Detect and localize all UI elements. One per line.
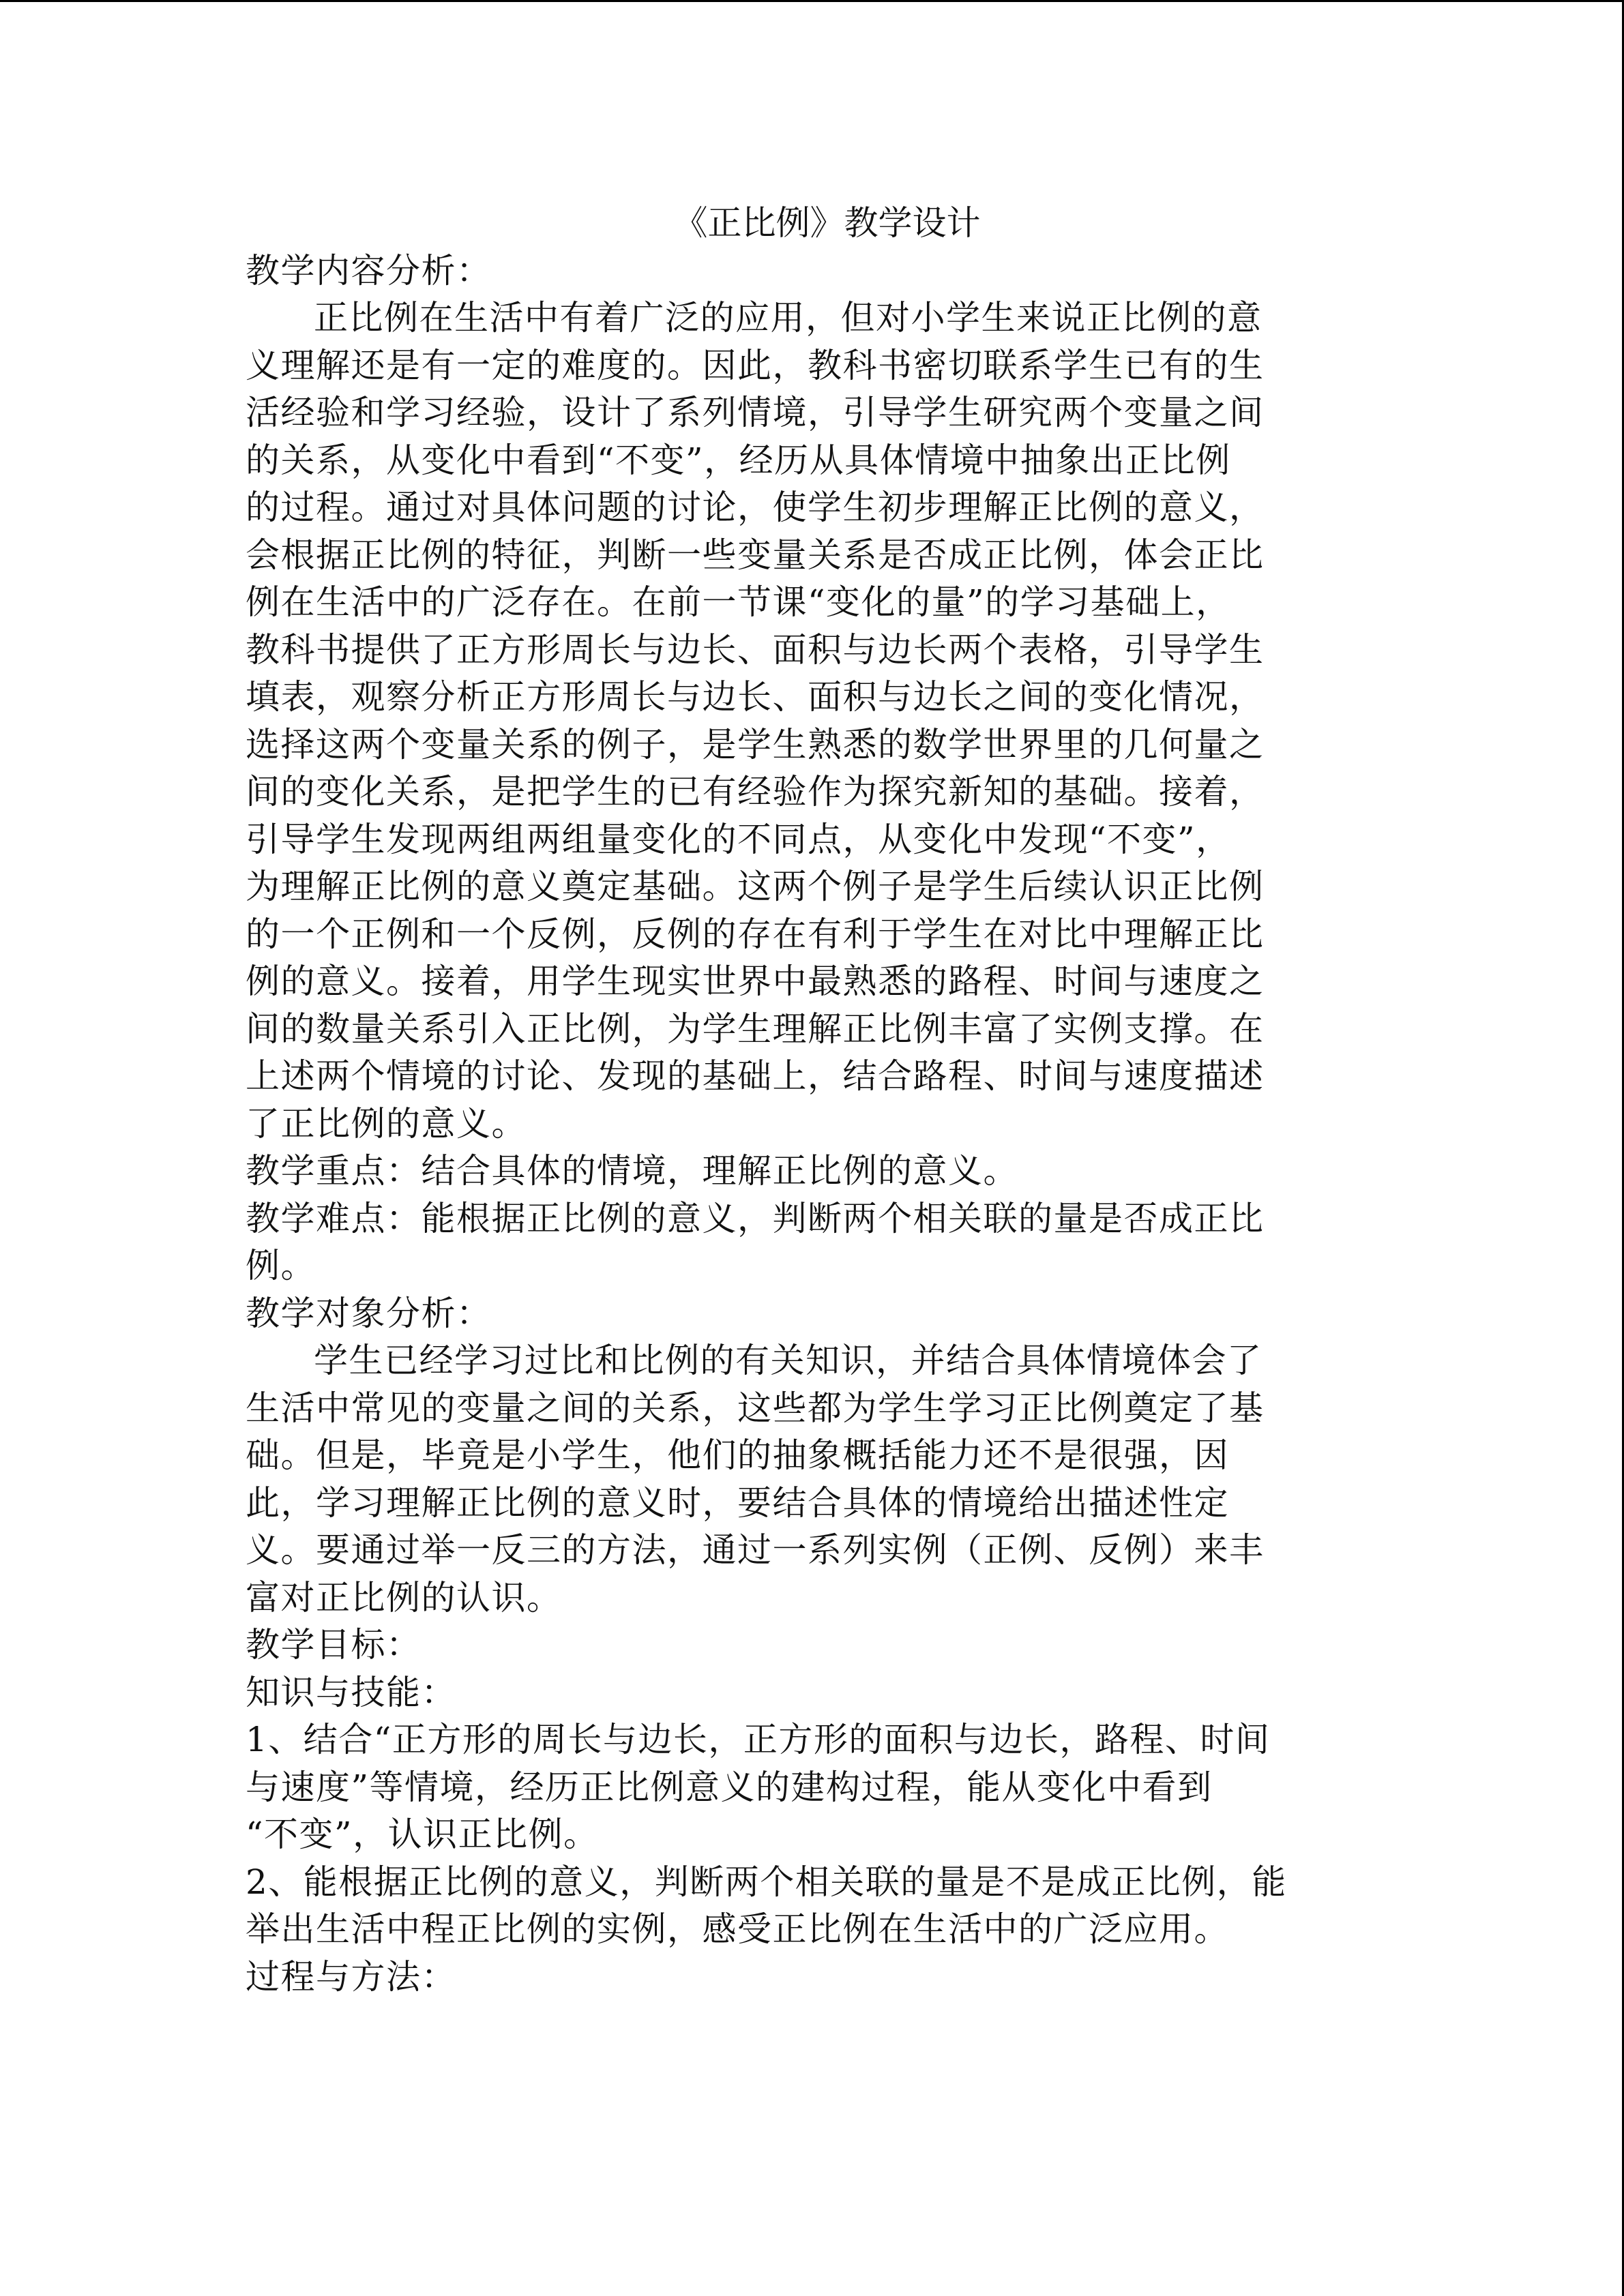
text-line: 的一个正例和一个反例，反例的存在有利于学生在对比中理解正比 [246, 914, 1265, 954]
text-line: 教学重点：结合具体的情境，理解正比例的意义。 [246, 1151, 1018, 1191]
text-line: 例在生活中的广泛存在。在前一节课“变化的量”的学习基础上， [246, 582, 1231, 622]
text-line: 础。但是，毕竟是小学生，他们的抽象概括能力还不是很强，因 [246, 1435, 1229, 1475]
text-line: 活经验和学习经验，设计了系列情境，引导学生研究两个变量之间 [246, 393, 1265, 432]
text-line: 正比例在生活中有着广泛的应用，但对小学生来说正比例的意 [314, 298, 1263, 338]
text-line: 选择这两个变量关系的例子，是学生熟悉的数学世界里的几何量之 [246, 724, 1265, 764]
text-line: 义理解还是有一定的难度的。因此，教科书密切联系学生已有的生 [246, 345, 1265, 385]
text-line: 学生已经学习过比和比例的有关知识，并结合具体情境体会了 [314, 1341, 1263, 1380]
text-line: 教学难点：能根据正比例的意义，判断两个相关联的量是否成正比 [246, 1198, 1265, 1238]
text-line: 1、结合“正方形的周长与边长，正方形的面积与边长，路程、时间 [246, 1720, 1271, 1759]
text-line: 教科书提供了正方形周长与边长、面积与边长两个表格，引导学生 [246, 629, 1265, 670]
text-line: 富对正比例的认识。 [246, 1577, 562, 1617]
text-line: 教学内容分析： [246, 250, 492, 290]
text-line: 与速度”等情境，经历正比例意义的建构过程，能从变化中看到 [246, 1767, 1213, 1807]
text-line: 生活中常见的变量之间的关系，这些都为学生学习正比例奠定了基 [246, 1388, 1265, 1428]
text-line: 上述两个情境的讨论、发现的基础上，结合路程、时间与速度描述 [246, 1056, 1265, 1096]
text-line: 举出生活中程正比例的实例，感受正比例在生活中的广泛应用。 [246, 1909, 1229, 1949]
text-line: 义。要通过举一反三的方法，通过一系列实例（正例、反例）来丰 [246, 1530, 1265, 1570]
document-body [246, 200, 1381, 2001]
text-line: 例。 [246, 1246, 316, 1285]
text-line: 的关系，从变化中看到“不变”，经历从具体情境中抽象出正比例 [246, 440, 1231, 480]
text-line: “不变”，认识正比例。 [246, 1815, 599, 1854]
text-line: 引导学生发现两组两组量变化的不同点，从变化中发现“不变”， [246, 819, 1231, 859]
document-title: 《正比例》教学设计 [673, 203, 981, 243]
text-line: 了正比例的意义。 [246, 1103, 527, 1144]
text-line: 教学对象分析： [246, 1293, 492, 1333]
text-line: 过程与方法： [246, 1956, 456, 1997]
text-line: 此，学习理解正比例的意义时，要结合具体的情境给出描述性定 [246, 1482, 1229, 1523]
text-line: 教学目标： [246, 1625, 422, 1665]
text-line: 例的意义。接着，用学生现实世界中最熟悉的路程、时间与速度之 [246, 961, 1265, 1001]
text-line: 间的数量关系引入正比例，为学生理解正比例丰富了实例支撑。在 [246, 1009, 1265, 1049]
text-line: 填表，观察分析正方形周长与边长、面积与边长之间的变化情况， [246, 677, 1265, 717]
text-line: 的过程。通过对具体问题的讨论，使学生初步理解正比例的意义， [246, 488, 1265, 527]
text-line: 知识与技能： [246, 1672, 456, 1712]
text-line: 会根据正比例的特征，判断一些变量关系是否成正比例，体会正比 [246, 535, 1265, 575]
paragraph-lines [246, 248, 1381, 2001]
text-line: 为理解正比例的意义奠定基础。这两个例子是学生后续认识正比例 [246, 867, 1265, 906]
text-line: 2、能根据正比例的意义，判断两个相关联的量是不是成正比例，能 [246, 1862, 1287, 1902]
text-line: 间的变化关系，是把学生的已有经验作为探究新知的基础。接着， [246, 772, 1265, 811]
